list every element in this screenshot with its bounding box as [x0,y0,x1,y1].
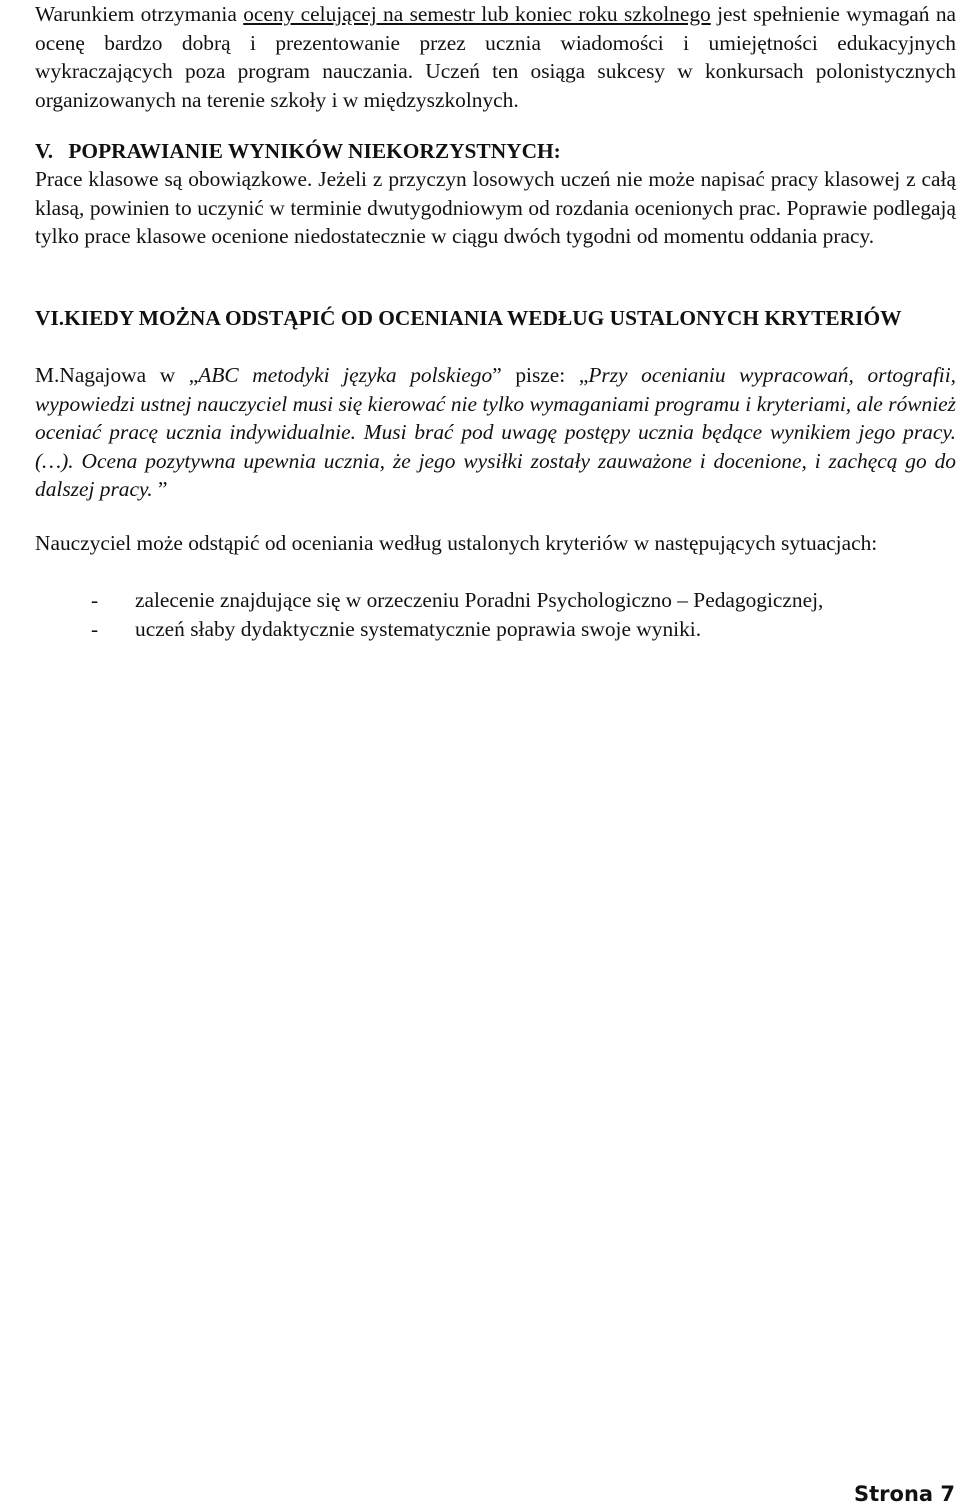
section-5-title: POPRAWIANIE WYNIKÓW NIEKORZYSTNYCH: [68,139,561,163]
section-6-heading [35,304,956,333]
paragraph-text-part1: Warunkiem otrzymania [35,2,244,26]
list-item [35,586,956,615]
list-dash: - [91,616,99,641]
section-6-number: VI. [35,306,65,330]
paragraph-text-part2: jest spełnienie wymagań na ocenę bardzo dobrą i prezentowanie przez ucznia wiadomości i umiejętności edukacyjnych wykraczających poza program nauczania. Uczeń ten osiąga sukcesy w konkursach polonistycznych organizowanych na terenie szkoły i w międzyszkolnych. [35,2,957,112]
situations-intro: Nauczyciel może odstąpić od oceniania według ustalonych kryteriów w następujących sytuacjach: [35,531,878,555]
page-number: Strona 7 [854,1482,955,1506]
quote-text: Przy ocenianiu wypracowań, ortografii, wypowiedzi ustnej nauczyciel musi się kierować nie tylko wymaganiami programu i kryteriami, ale również oceniać pracę ucznia indywidualnie. Musi brać pod uwagę postępy ucznia będące wynikiem jego pracy. (…). Ocena pozytywna upewnia ucznia, że jego wysiłki zostały zauważone i docenione, i zachęcą go do dalszej pracy. [35,363,957,501]
list-item-text: zalecenie znajdujące się w orzeczeniu Poradni Psychologiczno – Pedagogicznej, [135,588,824,612]
list-item [35,615,956,644]
list-item-text: uczeń słaby dydaktycznie systematycznie poprawia swoje wyniki. [135,616,702,641]
book-title: ABC metodyki języka polskiego [198,363,493,387]
quote-intro: M.Nagajowa w „ [35,363,199,387]
quote-end: ” [152,477,168,501]
quote-paragraph [35,361,956,504]
section-5-paragraph: Prace klasowe są obowiązkowe. Jeżeli z przyczyn losowych uczeń nie może napisać pracy klasowej z całą klasą, powinien to uczynić w terminie dwutygodniowym od rozdania ocenionych prac. Poprawie podlegają tylko prace klasowe ocenione niedostatecznie w ciągu dwóch tygodni od momentu oddania pracy. [35,167,956,248]
list-dash: - [91,588,99,612]
section-6-title: KIEDY MOŻNA ODSTĄPIĆ OD OCENIANIA WEDŁUG USTALONYCH KRYTERIÓW [64,306,902,330]
section-5-number: V. [35,139,54,163]
paragraph-grade-excellent [35,0,956,114]
underlined-phrase: oceny celującej na semestr lub koniec roku szkolnego [243,2,711,26]
section-5-heading [35,137,956,166]
situations-list [35,586,956,643]
quote-mid: ” pisze: „ [492,363,589,387]
